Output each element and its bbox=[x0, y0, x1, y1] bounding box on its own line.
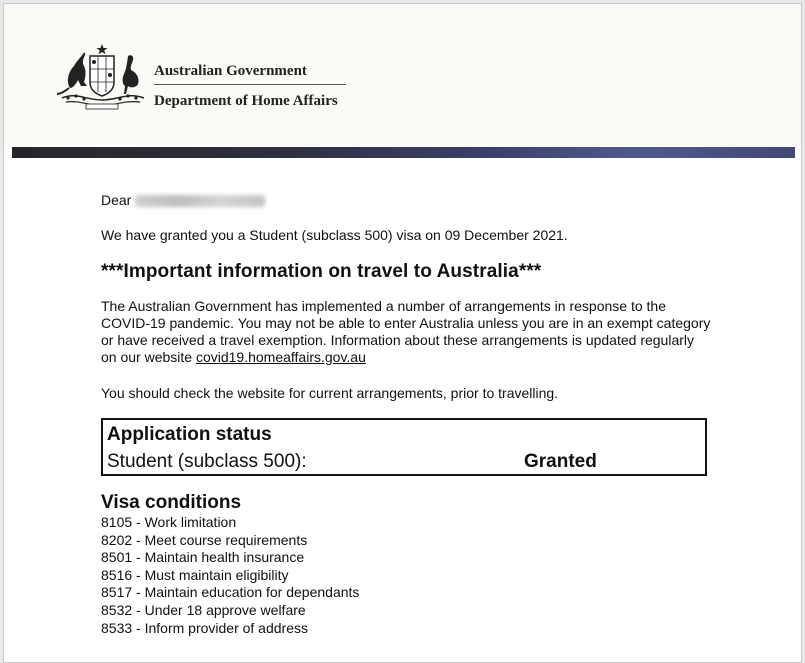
letterhead bbox=[4, 4, 801, 146]
condition-item: 8517 - Maintain education for dependants bbox=[101, 584, 360, 601]
header-colour-band bbox=[12, 147, 795, 158]
application-status-box bbox=[101, 418, 707, 476]
government-name: Australian Government bbox=[154, 63, 307, 79]
visa-type-label: Student (subclass 500): bbox=[107, 451, 307, 472]
department-name: Department of Home Affairs bbox=[154, 93, 338, 109]
coat-of-arms-icon bbox=[56, 42, 150, 114]
important-heading: ***Important information on travel to Australia*** bbox=[101, 261, 542, 282]
application-status-title: Application status bbox=[107, 424, 272, 445]
visa-conditions-title: Visa conditions bbox=[101, 492, 242, 513]
condition-item: 8501 - Maintain health insurance bbox=[101, 549, 305, 566]
condition-item: 8533 - Inform provider of address bbox=[101, 619, 308, 636]
visa-conditions-list bbox=[101, 514, 359, 637]
covid-paragraph-text: The Australian Government has implemented a number of arrangements in response to the COVID-19 pandemic. You may not be able to enter Australia unless you are in an exempt category or have received a travel exemption. Information about these arrangements is updated regularly on our website bbox=[101, 298, 711, 365]
condition-item: 8532 - Under 18 approve welfare bbox=[101, 601, 306, 618]
covid-website-link[interactable]: covid19.homeaffairs.gov.au bbox=[195, 349, 366, 365]
condition-item: 8105 - Work limitation bbox=[101, 514, 237, 530]
condition-item: 8516 - Must maintain eligibility bbox=[101, 566, 289, 583]
status-value: Granted bbox=[524, 451, 597, 472]
greeting-text: Dear bbox=[101, 192, 132, 208]
check-website-sentence: You should check the website for current arrangements, prior to travelling. bbox=[101, 385, 559, 401]
grant-sentence: We have granted you a Student (subclass 500) visa on 09 December 2021. bbox=[101, 227, 568, 243]
covid-paragraph bbox=[101, 298, 711, 366]
greeting bbox=[101, 192, 265, 209]
letterhead-divider bbox=[154, 84, 346, 85]
condition-item: 8202 - Meet course requirements bbox=[101, 531, 308, 548]
letter-page bbox=[3, 3, 802, 663]
redacted-name bbox=[135, 195, 265, 207]
